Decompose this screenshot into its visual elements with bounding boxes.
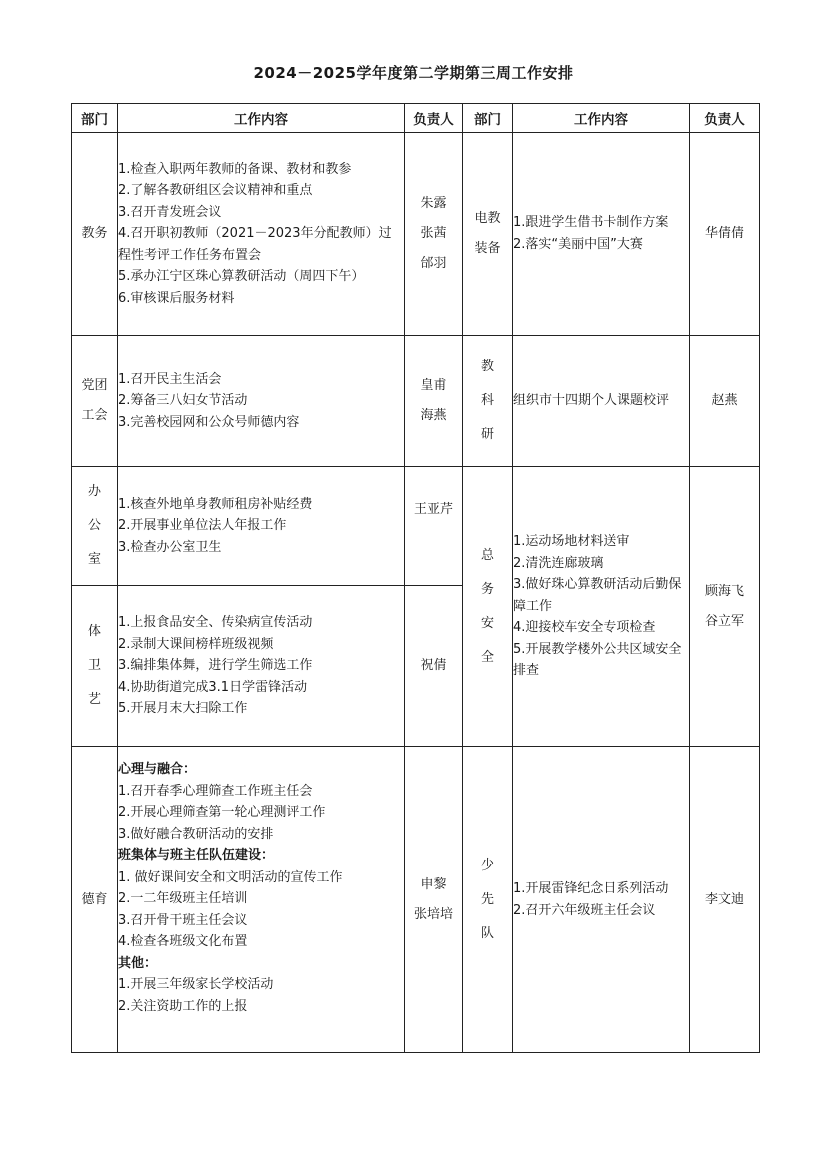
- list-item: 2.开展事业单位法人年报工作: [118, 518, 287, 534]
- list-item: 1.开展三年级家长学校活动: [118, 977, 274, 992]
- header-dept: 部门: [72, 104, 118, 133]
- list-item: 2.录制大课间榜样班级视频: [118, 636, 274, 652]
- dept-char: 科: [480, 393, 494, 408]
- list-item: 3.召开骨干班主任会议: [118, 912, 248, 928]
- table-row: [72, 467, 760, 586]
- dept-jiaowu: 教务: [72, 133, 118, 336]
- dept-char: 务: [480, 581, 494, 597]
- person-dangtuan: [405, 336, 463, 467]
- dept-shaoxiandui: [463, 747, 513, 1053]
- content-jiaowu: [118, 133, 405, 336]
- list-item: 1.运动场地材料送审: [513, 534, 630, 550]
- dept-char: 电教: [474, 211, 501, 226]
- person-deyu: [405, 747, 463, 1053]
- list-item: 3.检查办公室卫生: [118, 539, 222, 555]
- person-jiaokeyan: 赵燕: [690, 336, 760, 467]
- dept-dianjiao: [463, 133, 513, 336]
- list-item: 1.核查外地单身教师租房补贴经费: [118, 496, 313, 512]
- content-deyu: [118, 747, 405, 1053]
- person-name: 朱露: [420, 196, 447, 211]
- person-shaoxiandui: 李文迪: [690, 747, 760, 1053]
- section-heading: 其他：: [118, 955, 158, 971]
- dept-char: 党团: [81, 378, 108, 393]
- dept-deyu: 德育: [72, 747, 118, 1053]
- list-item: 2.关注资助工作的上报: [118, 998, 248, 1014]
- dept-jiaokeyan: [463, 336, 513, 467]
- list-item: 1.召开民主生活会: [118, 371, 222, 387]
- person-name: 海燕: [420, 408, 447, 423]
- content-jiaokeyan: [513, 336, 690, 467]
- list-item: 1. 做好课间安全和文明活动的宣传工作: [118, 869, 343, 885]
- section-heading: 班集体与班主任队伍建设：: [118, 848, 275, 863]
- dept-char: 少: [480, 857, 494, 873]
- list-item: 4.检查各班级文化布置: [118, 934, 248, 949]
- dept-char: 公: [87, 518, 101, 533]
- list-item: 2.开展心理筛查第一轮心理测评工作: [118, 805, 326, 820]
- person-name: 顾海飞: [704, 583, 744, 599]
- list-item: 4.迎接校车安全专项检查: [513, 620, 656, 636]
- person-bangongshi: 王亚芹: [405, 467, 463, 586]
- list-item: 4.协助街道完成3.1日学雷锋活动: [118, 679, 308, 695]
- list-item: 1.检查入职两年教师的备课、教材和教参: [118, 161, 352, 177]
- dept-char: 卫: [87, 658, 101, 673]
- header-content-2: 工作内容: [513, 104, 690, 133]
- dept-char: 教: [480, 359, 494, 374]
- content-dangtuan: [118, 336, 405, 467]
- header-person-2: 负责人: [690, 104, 760, 133]
- dept-char: 研: [480, 427, 494, 442]
- dept-bangongshi: [72, 467, 118, 586]
- list-item: 3.做好珠心算教研活动后勤保障工作: [513, 577, 682, 614]
- list-item: 1.召开春季心理筛查工作班主任会: [118, 783, 313, 799]
- content-tiweiyi: [118, 586, 405, 747]
- content-bangongshi: [118, 467, 405, 586]
- list-item: 2.落实“美丽中国”大赛: [513, 237, 643, 253]
- header-row: [72, 104, 760, 133]
- list-item: 5.开展教学楼外公共区域安全排查: [513, 641, 682, 679]
- person-name: 谷立军: [704, 613, 744, 629]
- schedule-table: [71, 103, 760, 1053]
- person-name: 申黎: [420, 876, 447, 892]
- table-row: [72, 336, 760, 467]
- dept-char: 先: [480, 891, 494, 907]
- list-item: 5.开展月末大扫除工作: [118, 701, 248, 717]
- dept-tiweiyi: [72, 586, 118, 747]
- list-item: 1.开展雷锋纪念日系列活动: [513, 881, 669, 896]
- list-item: 1.跟进学生借书卡制作方案: [513, 214, 669, 230]
- list-item: 2.筹备三八妇女节活动: [118, 393, 248, 409]
- person-jiaowu: [405, 133, 463, 336]
- person-tiweiyi: 祝倩: [405, 586, 463, 747]
- list-item: 2.召开六年级班主任会议: [513, 902, 656, 918]
- list-item: 3.召开青发班会议: [118, 204, 222, 220]
- dept-char: 工会: [81, 408, 108, 423]
- content-zongwu: [513, 467, 690, 747]
- section-heading: 心理与融合：: [118, 762, 197, 777]
- page-title: 2024－2025学年度第二学期第三周工作安排: [253, 64, 574, 82]
- dept-char: 装备: [474, 241, 501, 256]
- header-dept-2: 部门: [463, 104, 513, 133]
- person-dianjiao: 华倩倩: [690, 133, 760, 336]
- dept-char: 总: [480, 547, 494, 563]
- table-row: [72, 747, 760, 1053]
- dept-char: 安: [480, 615, 494, 631]
- dept-char: 办: [87, 484, 101, 499]
- list-item: 1.上报食品安全、传染病宣传活动: [118, 615, 313, 631]
- list-item: 2.了解各教研组区会议精神和重点: [118, 183, 313, 199]
- list-item: 组织市十四期个人课题校评: [513, 393, 670, 409]
- content-dianjiao: [513, 133, 690, 336]
- list-item: 3.编排集体舞，进行学生筛选工作: [118, 658, 313, 674]
- dept-char: 队: [480, 925, 494, 941]
- header-person: 负责人: [405, 104, 463, 133]
- list-item: 6.审核课后服务材料: [118, 290, 235, 306]
- person-name: 邰羽: [420, 256, 447, 271]
- person-name: 张培培: [413, 906, 453, 922]
- list-item: 3.完善校园网和公众号师德内容: [118, 414, 300, 430]
- content-shaoxiandui: [513, 747, 690, 1053]
- list-item: 4.召开职初教师（2021－2023年分配教师）过程性考评工作任务布置会: [118, 226, 392, 263]
- list-item: 3.做好融合教研活动的安排: [118, 826, 274, 842]
- list-item: 2.清洗连廊玻璃: [513, 555, 604, 571]
- list-item: 2.一二年级班主任培训: [118, 891, 248, 906]
- list-item: 5.承办江宁区珠心算教研活动（周四下午）: [118, 269, 365, 285]
- dept-zongwu: [463, 467, 513, 747]
- person-name: 皇甫: [420, 378, 447, 393]
- dept-char: 艺: [87, 692, 101, 707]
- dept-char: 全: [480, 649, 494, 665]
- table-row: [72, 133, 760, 336]
- header-content: 工作内容: [118, 104, 405, 133]
- dept-dangtuan: [72, 336, 118, 467]
- dept-char: 体: [87, 624, 101, 639]
- dept-char: 室: [87, 552, 101, 567]
- person-zongwu: [690, 467, 760, 747]
- person-name: 张茜: [420, 226, 447, 241]
